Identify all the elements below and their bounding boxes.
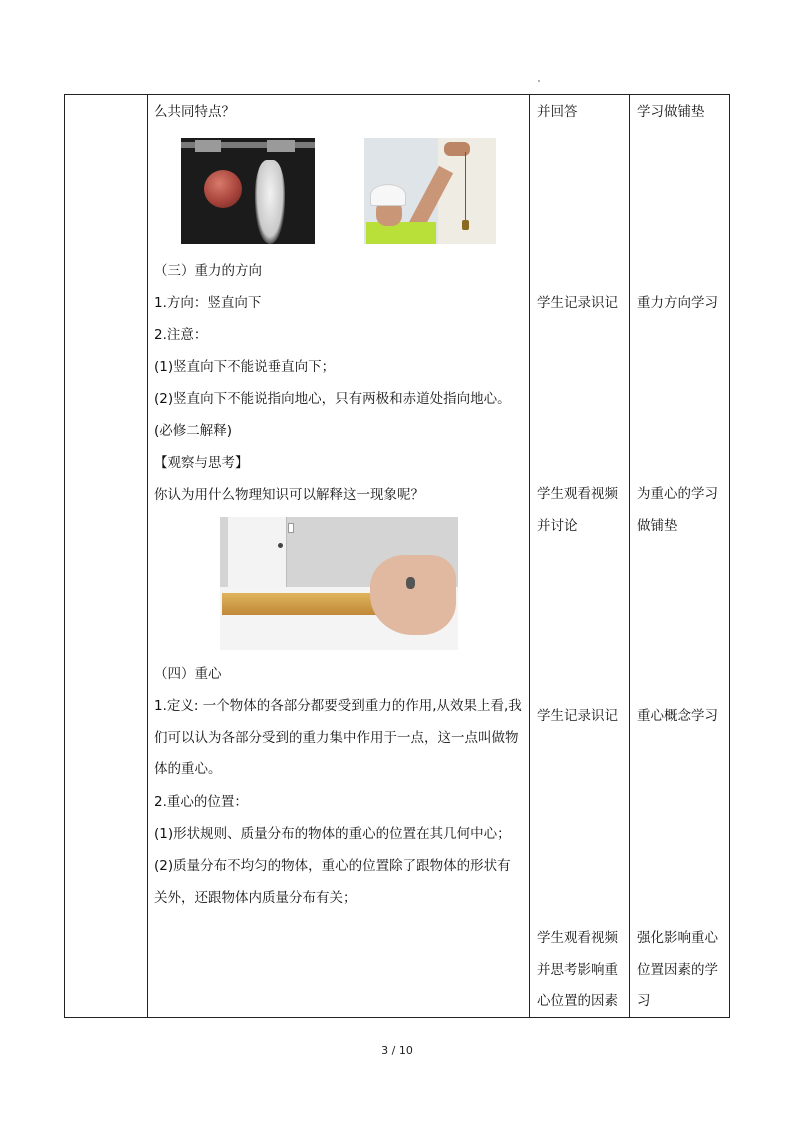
design-purpose: 为重心的学习做铺垫 — [637, 486, 718, 534]
student-activity-cell — [530, 95, 630, 1018]
content-line: 1.方向：竖直向下 — [154, 295, 262, 311]
content-paragraph: (2)质量分布不均匀的物体，重心的位置除了跟物体的形状有关外，还跟物体内质量分布有关； — [154, 858, 511, 906]
content-line: 2.重心的位置： — [154, 794, 248, 810]
observe-heading: 【观察与思考】 — [154, 455, 249, 471]
student-activity: 并回答 — [537, 104, 578, 120]
table-row — [65, 95, 730, 1018]
lesson-plan-table — [64, 94, 730, 1018]
design-purpose: 学习做铺垫 — [637, 104, 705, 120]
content-line: 么共同特点？ — [154, 104, 235, 120]
content-line: (1)竖直向下不能说垂直向下； — [154, 359, 336, 375]
ruler-balance-video-frame — [220, 517, 458, 650]
content-line: (1)形状规则、质量分布的物体的重心的位置在其几何中心； — [154, 826, 511, 842]
header-mark — [538, 80, 540, 82]
design-purpose: 强化影响重心位置因素的学习 — [637, 930, 718, 1009]
content-line: (必修二解释) — [154, 423, 233, 439]
content-paragraph: 1.定义: 一个物体的各部分都要受到重力的作用,从效果上看,我们可以认为各部分受到的重力集中作用于一点，这一点叫做物体的重心。 — [154, 698, 522, 777]
page-number: 3 / 10 — [381, 1044, 413, 1057]
worker-plumb-line-photo — [364, 138, 496, 244]
student-activity: 学生记录识记 — [537, 708, 618, 724]
student-activity: 学生观看视频并思考影响重心位置的因素 — [537, 930, 618, 1009]
ball-feather-vacuum-photo — [181, 138, 315, 244]
teaching-content-cell — [148, 95, 530, 1018]
section-column-cell — [65, 95, 148, 1018]
content-line: (2)竖直向下不能说指向地心，只有两极和赤道处指向地心。 — [154, 391, 511, 407]
student-activity: 学生记录识记 — [537, 295, 618, 311]
content-line: 2.注意： — [154, 327, 208, 343]
design-purpose: 重心概念学习 — [637, 708, 718, 724]
design-purpose-cell — [630, 95, 730, 1018]
content-line: 你认为用什么物理知识可以解释这一现象呢？ — [154, 487, 424, 503]
design-purpose: 重力方向学习 — [637, 295, 718, 311]
section-title: （四）重心 — [154, 666, 222, 682]
section-title: （三）重力的方向 — [154, 263, 262, 279]
student-activity: 学生观看视频并讨论 — [537, 486, 618, 534]
